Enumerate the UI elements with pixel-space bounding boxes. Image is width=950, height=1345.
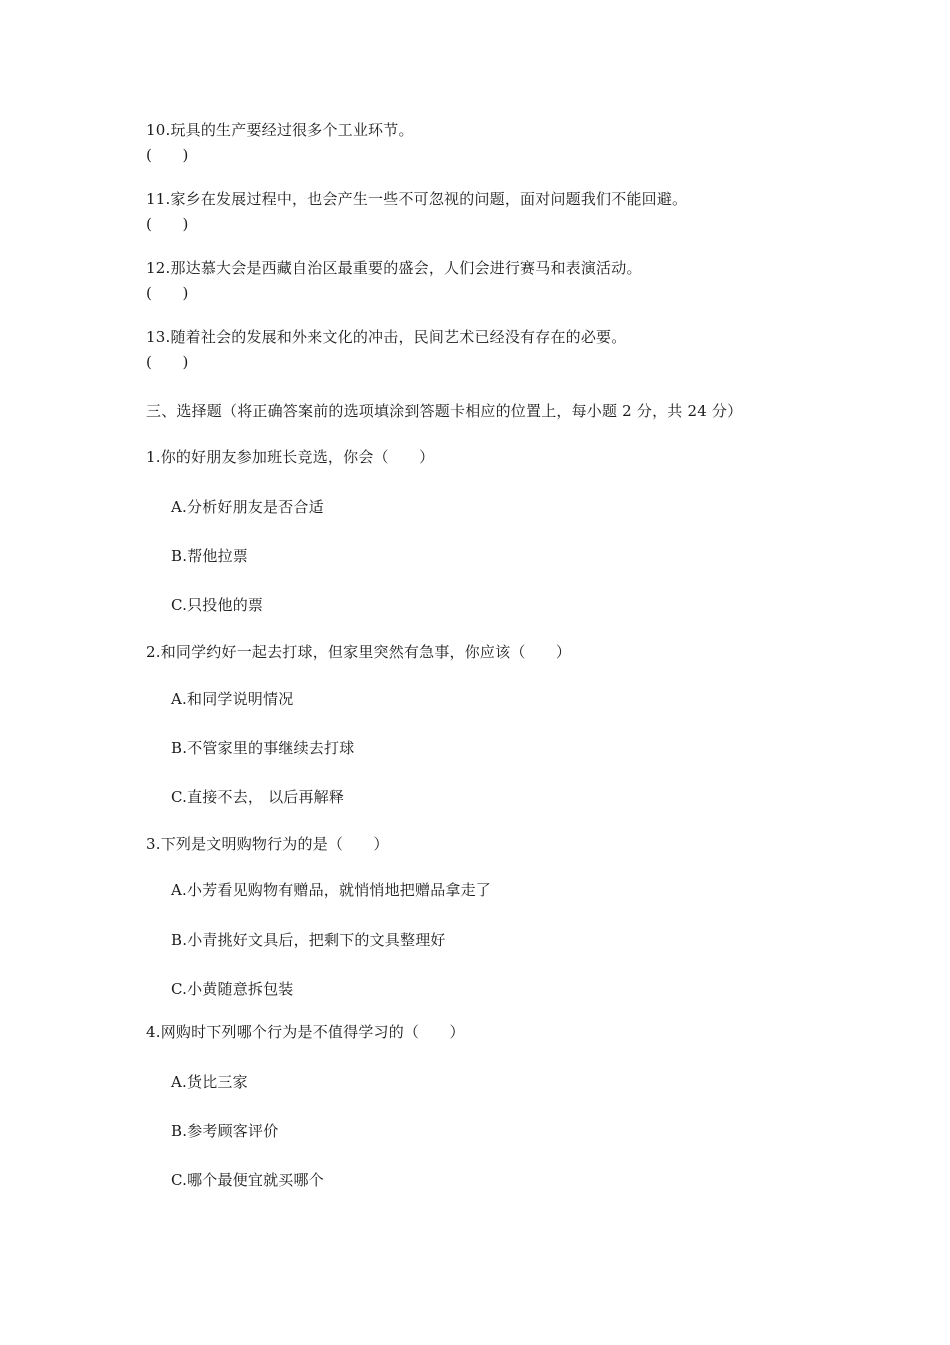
question-text: 4.网购时下列哪个行为是不值得学习的（ ） [146, 1023, 465, 1041]
answer-parenthesis: ( ) [146, 146, 189, 164]
option-c: C.直接不去， 以后再解释 [171, 788, 345, 806]
question-text: 11.家乡在发展过程中，也会产生一些不可忽视的问题，面对问题我们不能回避。 [146, 190, 688, 208]
option-c: C.小黄随意拆包装 [171, 980, 294, 998]
option-b: B.参考顾客评价 [171, 1122, 279, 1140]
option-b: B.帮他拉票 [171, 547, 248, 565]
option-a: A.货比三家 [171, 1073, 248, 1091]
option-b: B.不管家里的事继续去打球 [171, 739, 355, 757]
question-text: 13.随着社会的发展和外来文化的冲击，民间艺术已经没有存在的必要。 [146, 328, 627, 346]
question-text: 10.玩具的生产要经过很多个工业环节。 [146, 121, 414, 139]
option-a: A.分析好朋友是否合适 [171, 498, 324, 516]
option-a: A.和同学说明情况 [171, 690, 294, 708]
option-c: C.哪个最便宜就买哪个 [171, 1171, 324, 1189]
answer-parenthesis: ( ) [146, 353, 189, 371]
question-text: 12.那达慕大会是西藏自治区最重要的盛会，人们会进行赛马和表演活动。 [146, 259, 642, 277]
question-text: 2.和同学约好一起去打球，但家里突然有急事，你应该（ ） [146, 643, 572, 661]
answer-parenthesis: ( ) [146, 284, 189, 302]
question-text: 3.下列是文明购物行为的是（ ） [146, 835, 389, 853]
question-text: 1.你的好朋友参加班长竞选，你会（ ） [146, 448, 435, 466]
option-c: C.只投他的票 [171, 596, 264, 614]
section-heading: 三、选择题（将正确答案前的选项填涂到答题卡相应的位置上，每小题 2 分，共 24 分） [146, 402, 743, 420]
answer-parenthesis: ( ) [146, 215, 189, 233]
option-b: B.小青挑好文具后，把剩下的文具整理好 [171, 931, 446, 949]
option-a: A.小芳看见购物有赠品，就悄悄地把赠品拿走了 [171, 881, 492, 899]
